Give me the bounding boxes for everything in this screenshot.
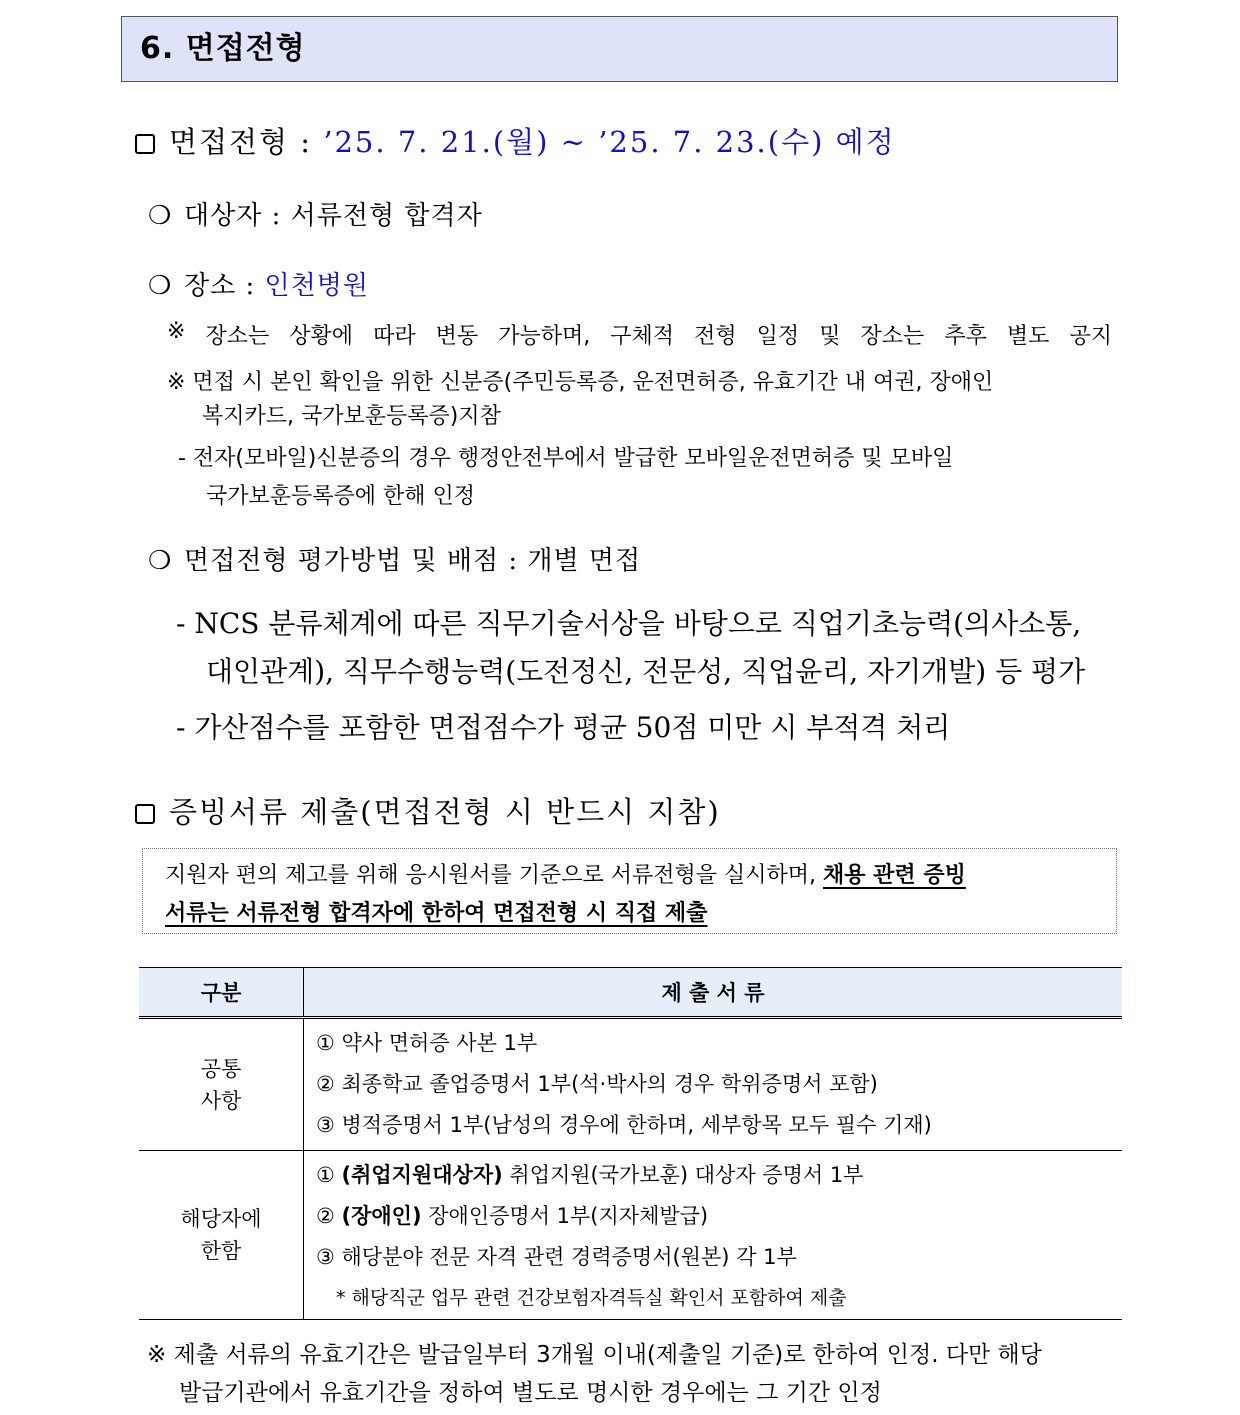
documents-heading: 증빙서류 제출(면접전형 시 반드시 지참) <box>135 790 721 831</box>
square-bullet-icon <box>135 804 155 824</box>
circle-bullet-icon: ❍ <box>148 271 173 301</box>
id-note: ※ 면접 시 본인 확인을 위한 신분증(주민등록증, 운전면허증, 유효기간 내 여권, 장애인 복지카드, 국가보훈등록증)지참 <box>167 370 994 429</box>
list-item: ③ 병적증명서 1부(남성의 경우에 한하며, 세부항목 모두 필수 기재) <box>316 1113 932 1137</box>
column-header-category: 구분 <box>139 968 304 1018</box>
list-item: ③ 해당분야 전문 자격 관련 경력증명서(원본) 각 1부 <box>316 1245 797 1269</box>
interview-heading <box>135 120 896 161</box>
section-title: 6. 면접전형 <box>121 16 1118 82</box>
place-value: 인천병원 <box>264 271 369 301</box>
list-item: ① (취업지원대상자) 취업지원(국가보훈) 대상자 증명서 1부 <box>316 1163 864 1187</box>
common-documents <box>304 1018 1123 1151</box>
table-row <box>139 1018 1122 1151</box>
circle-bullet-icon: ❍ <box>148 201 173 231</box>
interview-target: ❍ 대상자 : 서류전형 합격자 <box>148 201 483 231</box>
method-detail: - NCS 분류체계에 따른 직무기술서상을 바탕으로 직업기초능력(의사소통, 대인관계), 직무수행능력(도전정신, 전문성, 직업윤리, 자기개발) 등 평가 <box>176 607 1086 688</box>
place-note: ※ 장소는 상황에 따라 변동 가능하며, 구체적 전형 일정 및 장소는 추후 별도 공지 <box>167 319 1112 349</box>
circle-bullet-icon: ❍ <box>148 546 173 576</box>
interview-method: ❍ 면접전형 평가방법 및 배점 : 개별 면접 <box>148 546 642 576</box>
category-applicable: 해당자에 한함 <box>139 1151 304 1320</box>
category-common: 공통 사항 <box>139 1018 304 1151</box>
validity-footnote: ※ 제출 서류의 유효기간은 발급일부터 3개월 이내(제출일 기준)로 한하여 인정. 다만 해당 발급기관에서 유효기간을 정하여 별도로 명시한 경우에는 그 기간 인정 <box>147 1342 1042 1406</box>
documents-table <box>139 967 1122 1320</box>
table-row <box>139 1151 1122 1320</box>
column-header-documents: 제 출 서 류 <box>304 968 1123 1018</box>
documents-notice: 지원자 편의 제고를 위해 응시원서를 기준으로 서류전형을 실시하며, 채용 관련 증빙 서류는 서류전형 합격자에 한하여 면접전형 시 직접 제출 <box>142 848 1117 934</box>
interview-place: ❍ 장소 : 인천병원 <box>148 271 369 301</box>
list-item: ② 최종학교 졸업증명서 1부(석·박사의 경우 학위증명서 포함) <box>316 1072 878 1096</box>
applicable-documents <box>304 1151 1123 1320</box>
table-header-row <box>139 968 1122 1018</box>
mobile-id-note: - 전자(모바일)신분증의 경우 행정안전부에서 발급한 모바일운전면허증 및 모바일 국가보훈등록증에 한해 인정 <box>178 446 954 509</box>
list-item-note: * 해당직군 업무 관련 건강보험자격득실 확인서 포함하여 제출 <box>336 1287 847 1309</box>
interview-label: 면접전형 : <box>169 125 313 159</box>
interview-date: ’25. 7. 21.(월) ~ ’25. 7. 23.(수) 예정 <box>323 125 896 159</box>
square-bullet-icon <box>135 134 155 154</box>
method-fail-rule: - 가산점수를 포함한 면접점수가 평균 50점 미만 시 부적격 처리 <box>176 711 951 744</box>
list-item: ① 약사 면허증 사본 1부 <box>316 1031 538 1055</box>
list-item: ② (장애인) 장애인증명서 1부(지자체발급) <box>316 1204 709 1228</box>
